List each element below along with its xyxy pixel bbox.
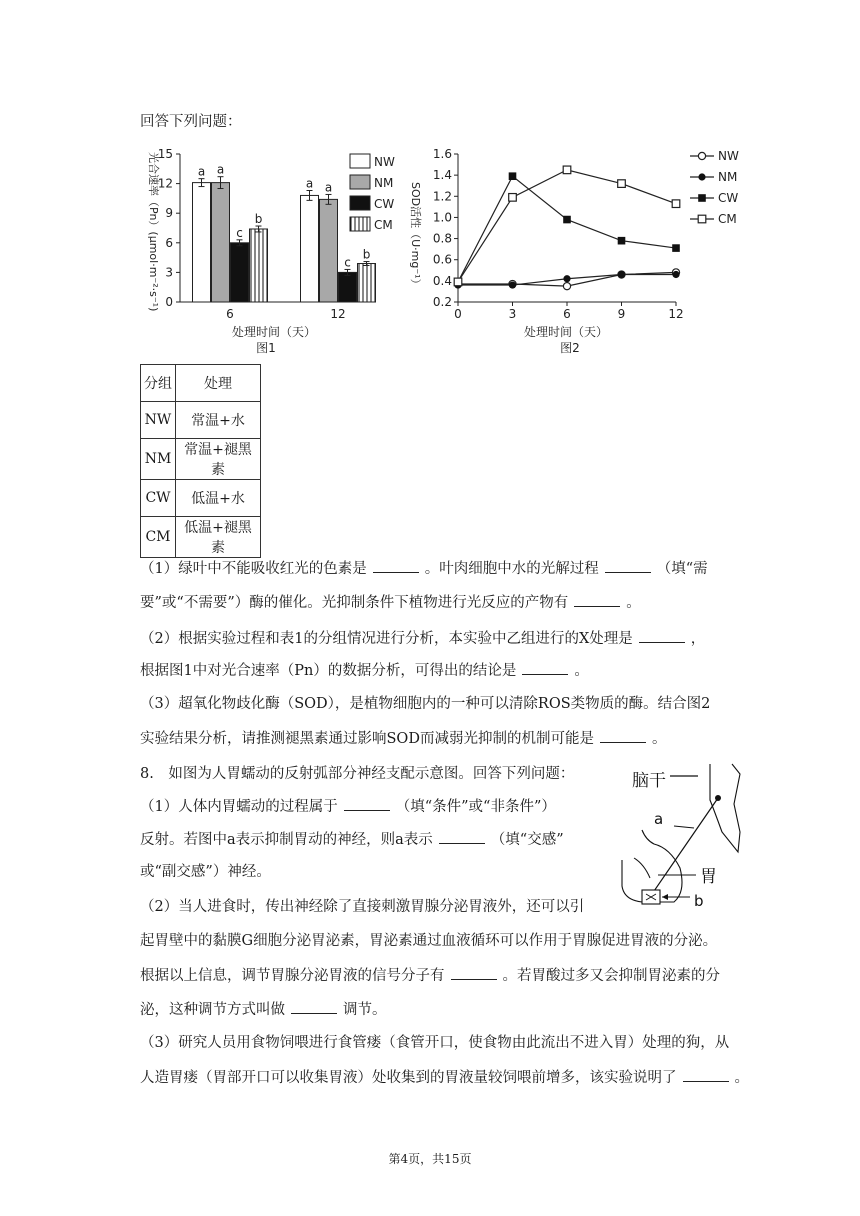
table-header-row (141, 365, 261, 402)
bar-nw (193, 183, 211, 302)
y-tick-label: 1.4 (432, 168, 452, 183)
arrow-b-head (662, 894, 668, 900)
legend-label: NW (374, 155, 395, 169)
fig2-xlabel: 处理时间（天） (523, 325, 609, 339)
table-cell: 常温+水 (176, 402, 261, 439)
q8-line-4: 或“副交感”）神经。 (140, 864, 271, 880)
q8-line-1: 8. 如图为人胃蠕动的反射弧部分神经支配示意图。回答下列问题： (140, 766, 575, 782)
x-tick-label: 12 (330, 307, 346, 321)
table-cell: NM (141, 439, 176, 480)
y-tick-label: 1.0 (432, 210, 452, 225)
x-tick-label: 9 (617, 307, 626, 321)
table-cell: CW (141, 480, 176, 517)
significance-letter: b (254, 212, 263, 227)
q8-line-6: 起胃壁中的黏膜G细胞分泌胃泌素，胃泌素通过血液循环可以作用于胃腺促进胃液的分泌。 (140, 933, 718, 949)
intro-text: 回答下列问题： (140, 114, 242, 130)
legend-marker-cw (698, 194, 706, 202)
brainstem-outline (710, 764, 740, 852)
bar-cm (358, 264, 376, 302)
data-point-cw (563, 216, 571, 224)
q8-line-7: 根据以上信息，调节胃腺分泌胃液的信号分子有 。若胃酸过多又会抑制胃泌素的分 (140, 965, 720, 986)
data-point-cm (509, 194, 517, 202)
x-tick-label: 12 (668, 307, 684, 321)
significance-letter: a (216, 162, 225, 177)
brainstem-label: 脑干 (632, 771, 666, 791)
data-point-cw (672, 244, 680, 252)
bar-cw (231, 243, 249, 302)
data-point-nm (618, 271, 625, 278)
data-point-nm (672, 271, 679, 278)
fig1-ylabel: 光合速率（Pn）(μmol·m⁻²·s⁻¹) (147, 152, 160, 312)
data-point-nw (563, 283, 570, 290)
data-point-cm (618, 180, 626, 188)
y-tick-label: 0.4 (432, 273, 452, 288)
table-row (141, 439, 261, 480)
answer-blank[interactable] (600, 728, 646, 743)
data-point-cw (509, 172, 517, 180)
page-footer: 第4页，共15页 (388, 1152, 472, 1166)
legend-label: NM (718, 170, 738, 184)
data-point-nm (563, 275, 570, 282)
figure-1-bar-chart (138, 140, 398, 360)
legend-label: CM (718, 212, 737, 226)
legend-swatch-cw (350, 196, 370, 210)
data-point-cw (618, 237, 626, 245)
q7-line-4: 根据图1中对光合速率（Pn）的数据分析，可得出的结论是 。 (140, 660, 589, 681)
y-tick-label: 1.2 (432, 189, 452, 204)
data-point-cm (672, 200, 680, 208)
q8-line-10: 人造胃瘘（胃部开口可以收集胃液）处收集到的胃液量较饲喂前增多，该实验说明了 。 (140, 1067, 749, 1088)
answer-blank[interactable] (522, 660, 568, 675)
table-row (141, 402, 261, 439)
table-row (141, 517, 261, 558)
bar-cm (250, 229, 268, 302)
answer-blank[interactable] (451, 965, 497, 980)
nerve-label-a-pointer (674, 826, 694, 828)
y-tick-label: 1.6 (432, 147, 452, 161)
significance-letter: c (344, 255, 351, 270)
fig2-ylabel: SOD活性（U·mg⁻¹） (409, 182, 422, 290)
fig1-caption: 图1 (256, 341, 276, 355)
legend-label: CW (718, 191, 739, 205)
legend-swatch-nw (350, 154, 370, 168)
table-cell: 低温+褪黑素 (176, 517, 261, 558)
legend-marker-nm (698, 173, 705, 180)
answer-blank[interactable] (574, 592, 620, 607)
bar-nw (301, 195, 319, 302)
data-point-nm (509, 281, 516, 288)
answer-blank[interactable] (439, 829, 485, 844)
y-tick-label: 3 (165, 265, 173, 280)
table-cell: CM (141, 517, 176, 558)
y-tick-label: 9 (165, 206, 173, 221)
legend-label: NW (718, 149, 739, 163)
y-tick-label: 0.6 (432, 252, 452, 267)
significance-letter: a (197, 164, 206, 179)
q7-line-3: （2）根据实验过程和表1的分组情况进行分析，本实验中乙组进行的X处理是 ， (140, 628, 705, 649)
legend-swatch-cm (350, 217, 370, 231)
y-tick-label: 12 (157, 176, 173, 191)
answer-blank[interactable] (344, 796, 390, 811)
q8-line-9: （3）研究人员用食物饲喂进行食管瘘（食管开口，使食物由此流出不进入胃）处理的狗，从 (140, 1035, 730, 1051)
stomach-label: 胃 (700, 867, 717, 887)
significance-letter: b (362, 247, 371, 262)
series-line-cm (458, 170, 676, 282)
q8-line-8: 泌，这种调节方式叫做 调节。 (140, 999, 387, 1020)
x-tick-label: 0 (454, 307, 462, 321)
q7-line-6: 实验结果分析，请推测褪黑素通过影响SOD而减弱光抑制的机制可能是 。 (140, 728, 666, 749)
q7-line-5: （3）超氧化物歧化酶（SOD），是植物细胞内的一种可以清除ROS类物质的酶。结合图2 (140, 696, 711, 712)
legend-label: CM (374, 218, 393, 232)
significance-letter: c (236, 225, 243, 240)
group-table (140, 364, 261, 558)
significance-letter: a (324, 180, 333, 195)
q7-line-1: （1）绿叶中不能吸收红光的色素是 。叶肉细胞中水的光解过程 （填“需 (140, 558, 708, 579)
y-tick-label: 0 (165, 295, 173, 309)
fig1-xlabel: 处理时间（天） (231, 325, 317, 339)
answer-blank[interactable] (373, 558, 419, 573)
q7-line-2: 要”或“不需要”）酶的催化。光抑制条件下植物进行光反应的产物有 。 (140, 592, 641, 613)
answer-blank[interactable] (639, 628, 685, 643)
y-tick-label: 0.8 (432, 231, 452, 246)
legend-label: CW (374, 197, 395, 211)
figure-2-line-chart (404, 140, 754, 360)
answer-blank[interactable] (605, 558, 651, 573)
table-cell: NW (141, 402, 176, 439)
table-row (141, 480, 261, 517)
x-tick-label: 6 (563, 307, 571, 321)
bar-cw (339, 272, 357, 302)
x-tick-label: 3 (508, 307, 517, 321)
q8-line-3: 反射。若图中a表示抑制胃动的神经，则a表示 （填“交感” (140, 829, 564, 850)
legend-swatch-nm (350, 175, 370, 189)
y-tick-label: 0.2 (432, 295, 452, 309)
stomach-inner-curve (634, 858, 650, 878)
nerve-a-label: a (654, 810, 664, 828)
q8-line-2: （1）人体内胃蠕动的过程属于 （填“条件”或“非条件”） (140, 796, 556, 817)
legend-marker-cm (698, 215, 706, 223)
answer-blank[interactable] (683, 1067, 729, 1082)
fig2-caption: 图2 (560, 341, 580, 355)
data-point-cm (454, 278, 462, 286)
bar-nm (212, 183, 230, 302)
y-tick-label: 15 (157, 147, 173, 161)
y-tick-label: 6 (165, 235, 173, 250)
x-tick-label: 6 (226, 307, 234, 321)
significance-letter: a (305, 176, 314, 191)
table-header-cell: 分组 (141, 365, 176, 402)
answer-blank[interactable] (291, 999, 337, 1014)
legend-marker-nw (698, 152, 705, 159)
data-point-cm (563, 166, 571, 174)
reflex-arc-diagram (614, 760, 754, 920)
bar-nm (320, 199, 338, 302)
label-b: b (694, 892, 704, 910)
legend-label: NM (374, 176, 394, 190)
table-cell: 低温+水 (176, 480, 261, 517)
q8-line-5: （2）当人进食时，传出神经除了直接刺激胃腺分泌胃液外，还可以引 (140, 899, 585, 915)
table-cell: 常温+褪黑素 (176, 439, 261, 480)
table-header-cell: 处理 (176, 365, 261, 402)
